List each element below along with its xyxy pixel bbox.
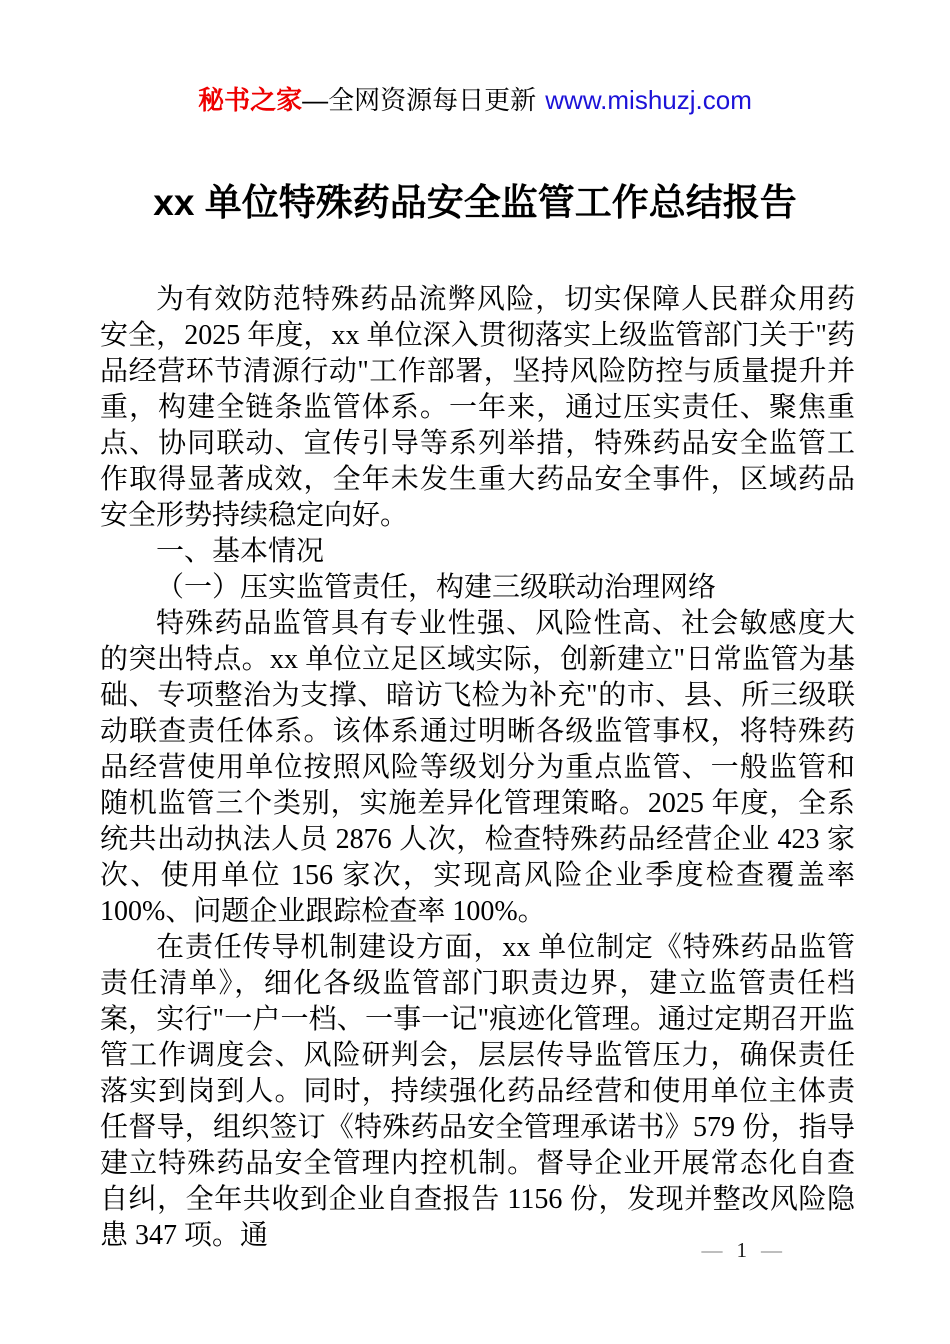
page-number bbox=[702, 1238, 783, 1262]
paragraph-supervision-system: 特殊药品监管具有专业性强、风险性高、社会敏感度大的突出特点。xx 单位立足区域实际，创新建立"日常监管为基础、专项整治为支撑、暗访飞检为补充"的市、县、所三级联动联查责任体系。该体系通过明晰各级监管事权，将特殊药品经营使用单位按照风险等级划分为重点监管、一般监管和随机监管三个类别，实施差异化管理策略。2025 年度，全系统共出动执法人员 2876 人次，检查特殊药品经营企业 423 家次、使用单位 156 家次，实现高风险企业季度检查覆盖率 100%、问题企业跟踪检查率 100%。 bbox=[100, 608, 855, 927]
page-number-value: 1 bbox=[736, 1238, 747, 1262]
page-number-dash-left: — bbox=[701, 1238, 723, 1262]
site-tagline: —全网资源每日更新 bbox=[302, 85, 537, 115]
paragraph-intro: 为有效防范特殊药品流弊风险，切实保障人民群众用药安全，2025 年度，xx 单位深入贯彻落实上级监管部门关于"药品经营环节清源行动"工作部署，坚持风险防控与质量提升并重，构建全链条监管体系。一年来，通过压实责任、聚焦重点、协同联动、宣传引导等系列举措，特殊药品安全监管工作取得显著成效，全年未发生重大药品安全事件，区域药品安全形势持续稳定向好。 bbox=[100, 284, 855, 531]
paragraph-responsibility-mechanism: 在责任传导机制建设方面，xx 单位制定《特殊药品监管责任清单》，细化各级监管部门职责边界，建立监管责任档案，实行"一户一档、一事一记"痕迹化管理。通过定期召开监管工作调度会、风险研判会，层层传导监管压力，确保责任落实到岗到人。同时，持续强化药品经营和使用单位主体责任督导，组织签订《特殊药品安全管理承诺书》579 份，指导建立特殊药品安全管理内控机制。督导企业开展常态化自查自纠，全年共收到企业自查报告 1156 份，发现并整改风险隐患 347 项。通 bbox=[100, 932, 855, 1251]
subsection-heading-supervision-responsibility: （一）压实监管责任，构建三级联动治理网络 bbox=[156, 572, 717, 603]
site-header bbox=[0, 0, 950, 116]
page-number-dash-right: — bbox=[761, 1238, 782, 1262]
site-url-link[interactable]: www.mishuzj.com bbox=[545, 85, 752, 115]
document-body bbox=[100, 282, 855, 1254]
document-title: xx 单位特殊药品安全监管工作总结报告 bbox=[153, 182, 797, 223]
section-heading-basic-situation: 一、基本情况 bbox=[156, 536, 325, 567]
site-brand: 秘书之家 bbox=[198, 85, 303, 115]
